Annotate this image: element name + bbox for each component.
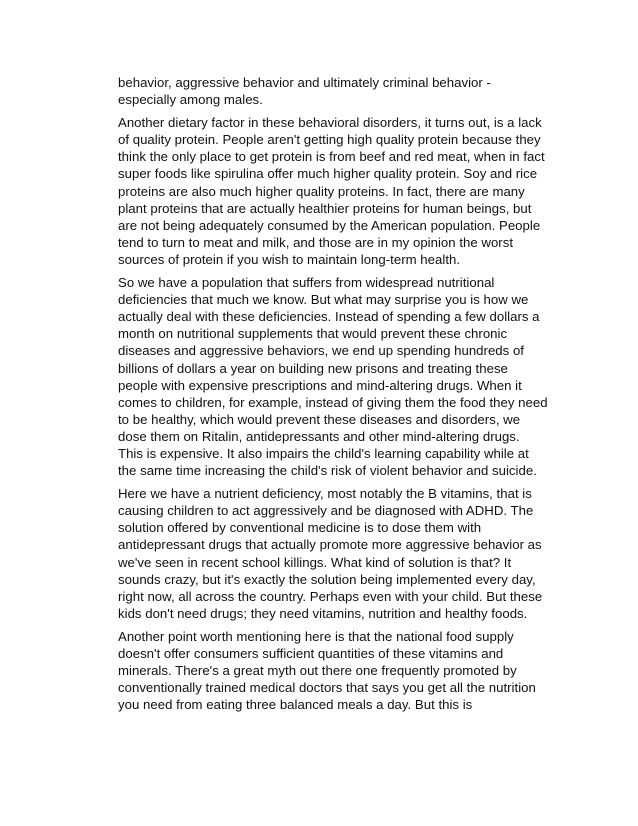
paragraph-5: Another point worth mentioning here is that the national food supply doesn't offer consumers sufficient quantities of these vitamins and minerals. There's a great myth out there one frequently promoted by conventionally trained medical doctors that says you get all the nutrition you need from eating three balanced meals a day. But this is <box>118 628 536 713</box>
paragraph-1: behavior, aggressive behavior and ultimately criminal behavior - especially among males. <box>118 75 491 108</box>
document-body <box>118 74 548 719</box>
paragraph-3: So we have a population that suffers from widespread nutritional deficiencies that much we know. But what may surprise you is how we actually deal with these deficiencies. Instead of spending a few dollars a month on nutritional supplements that would prevent these chronic diseases and aggressive behaviors, we end up spending hundreds of billions of dollars a year on building new prisons and treating these people with expensive prescriptions and mind-altering drugs. When it comes to children, for example, instead of giving them the food they need to be healthy, which would prevent these diseases and disorders, we dose them on Ritalin, antidepressants and other mind-altering drugs. This is expensive. It also impairs the child's learning capability while at the same time increasing the child's risk of violent behavior and suicide. <box>118 275 548 479</box>
paragraph-4: Here we have a nutrient deficiency, most notably the B vitamins, that is causing children to act aggressively and be diagnosed with ADHD. The solution offered by conventional medicine is to dose them with antidepressant drugs that actually promote more aggressive behavior as we've seen in recent school killings. What kind of solution is that? It sounds crazy, but it's exactly the solution being implemented every day, right now, all across the country. Perhaps even with your child. But these kids don't need drugs; they need vitamins, nutrition and healthy foods. <box>118 486 543 621</box>
paragraph-2: Another dietary factor in these behavioral disorders, it turns out, is a lack of quality protein. People aren't getting high quality protein because they think the only place to get protein is from beef and red meat, when in fact super foods like spirulina offer much higher quality protein. Soy and rice proteins are also much higher quality proteins. In fact, there are many plant proteins that are actually healthier proteins for human beings, but are not being adequately consumed by the American population. People tend to turn to meat and milk, and those are in my opinion the worst sources of protein if you wish to maintain long-term health. <box>118 115 545 267</box>
